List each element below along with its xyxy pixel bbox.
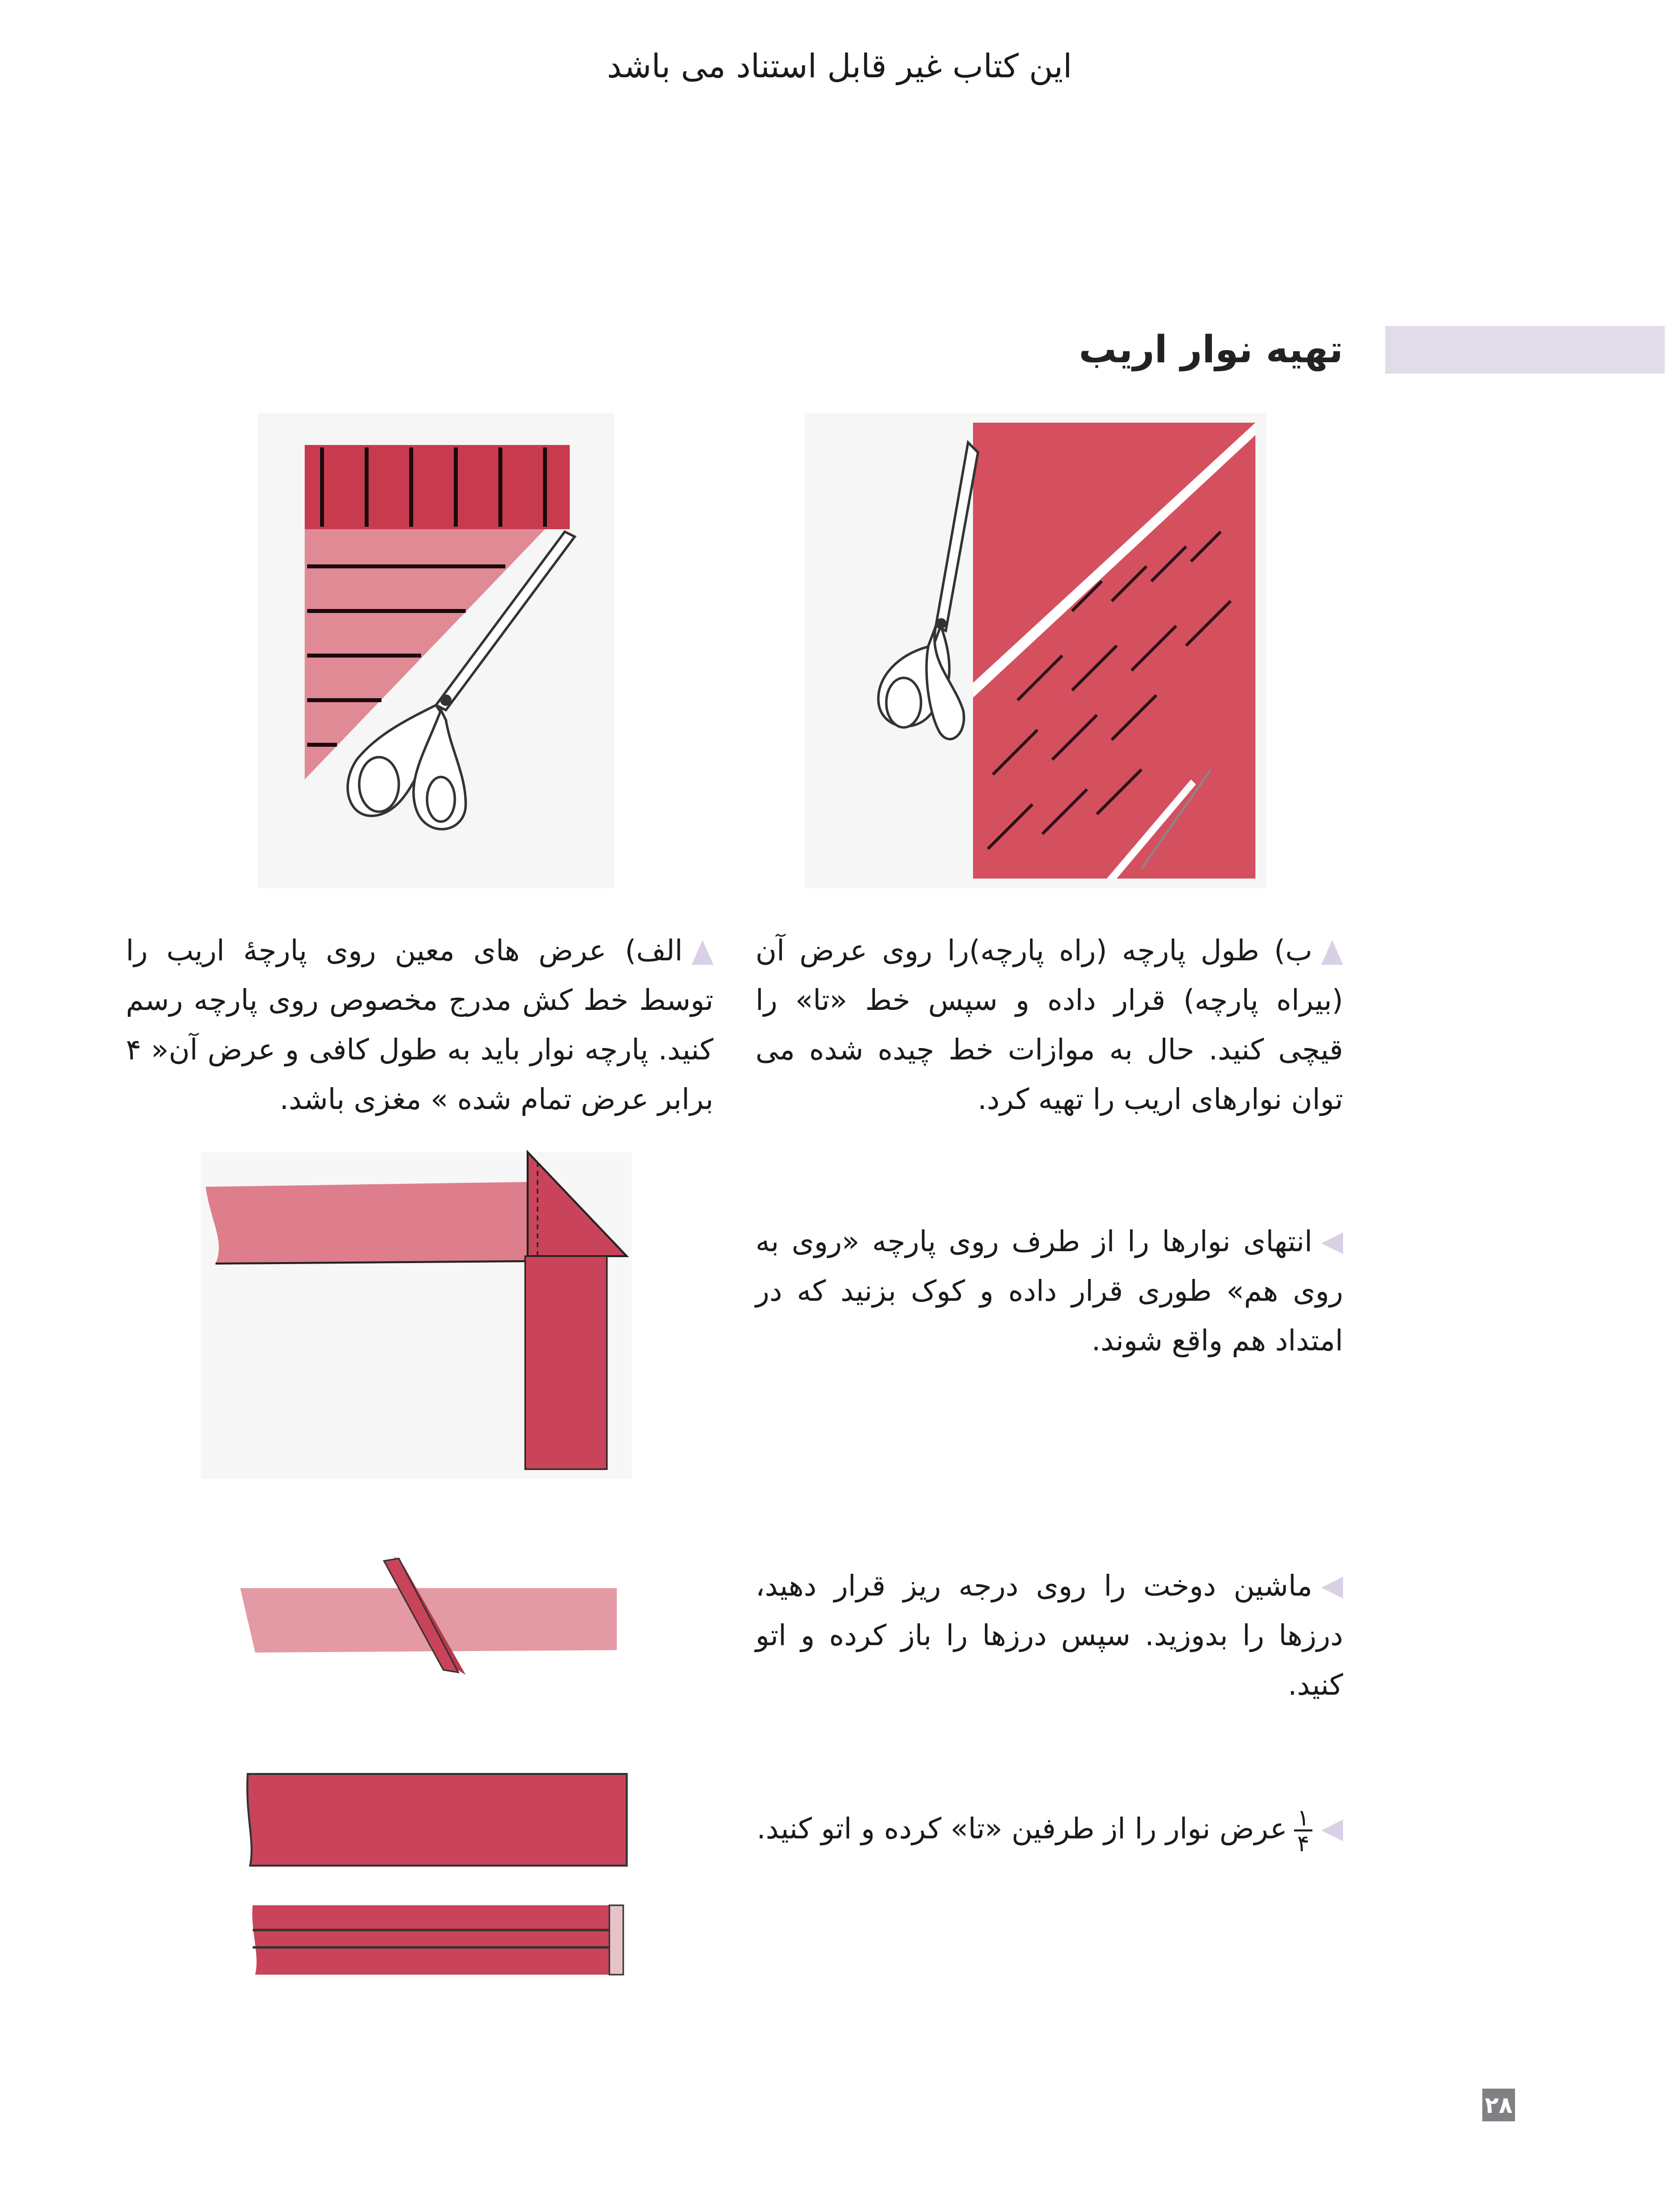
step-fold-content: عرض نوار را از طرفین «تا» کرده و اتو کنید. (757, 1812, 1288, 1845)
section-accent-bar (1385, 326, 1665, 374)
step-b-text (756, 926, 1343, 1124)
fraction-numerator: ۱ (1294, 1806, 1312, 1831)
page-number: ۲۸ (1482, 2089, 1515, 2121)
step-alef-content: الف) عرض های معین روی پارچهٔ اریب را توسط خط کش مدرج مخصوص روی پارچه رسم کنید. پارچه نوار باید به طول کافی و عرض آن« ۴ برابر عرض تمام شده » مغزی باشد. (126, 934, 713, 1116)
triangle-bullet-icon (1321, 940, 1343, 965)
step-join-text (756, 1217, 1343, 1365)
figure-sew-seam (235, 1551, 622, 1675)
figure-fold-and-cut (805, 413, 1266, 888)
triangle-left-bullet-icon (1321, 1232, 1343, 1254)
step-sew-content: ماشین دوخت را روی درجه ریز قرار دهید، درزها را بدوزید. سپس درزها را باز کرده و اتو کنید. (756, 1569, 1343, 1702)
triangle-left-bullet-icon (1321, 1577, 1343, 1599)
step-join-content: انتهای نوارها را از طرف روی پارچه «روی به روی هم» طوری قرار داده و کوک بزنید که در امتداد هم واقع شوند. (756, 1224, 1343, 1357)
triangle-left-bullet-icon (1321, 1820, 1343, 1841)
step-fold-text (756, 1804, 1343, 1855)
fraction-one-quarter (1294, 1806, 1312, 1855)
figure-mark-widths (258, 413, 614, 888)
step-sew-text (756, 1561, 1343, 1710)
figure-fold-strip (243, 1771, 629, 1980)
triangle-bullet-icon (692, 940, 713, 965)
step-alef-text (126, 926, 713, 1124)
step-b-content: ب) طول پارچه (راه پارچه)را روی عرض آن (بیراه پارچه) قرار داده و سپس خط «تا» را قیچی کنید. حال به موازات خط چیده شده می توان نوارهای اریب را تهیه کرد. (756, 934, 1343, 1116)
fraction-denominator: ۴ (1297, 1829, 1309, 1857)
page-header: این کتاب غیر قابل استناد می باشد (606, 47, 1073, 85)
section-title: تهیه نوار اریب (1079, 327, 1343, 371)
figure-join-strips (201, 1152, 632, 1479)
